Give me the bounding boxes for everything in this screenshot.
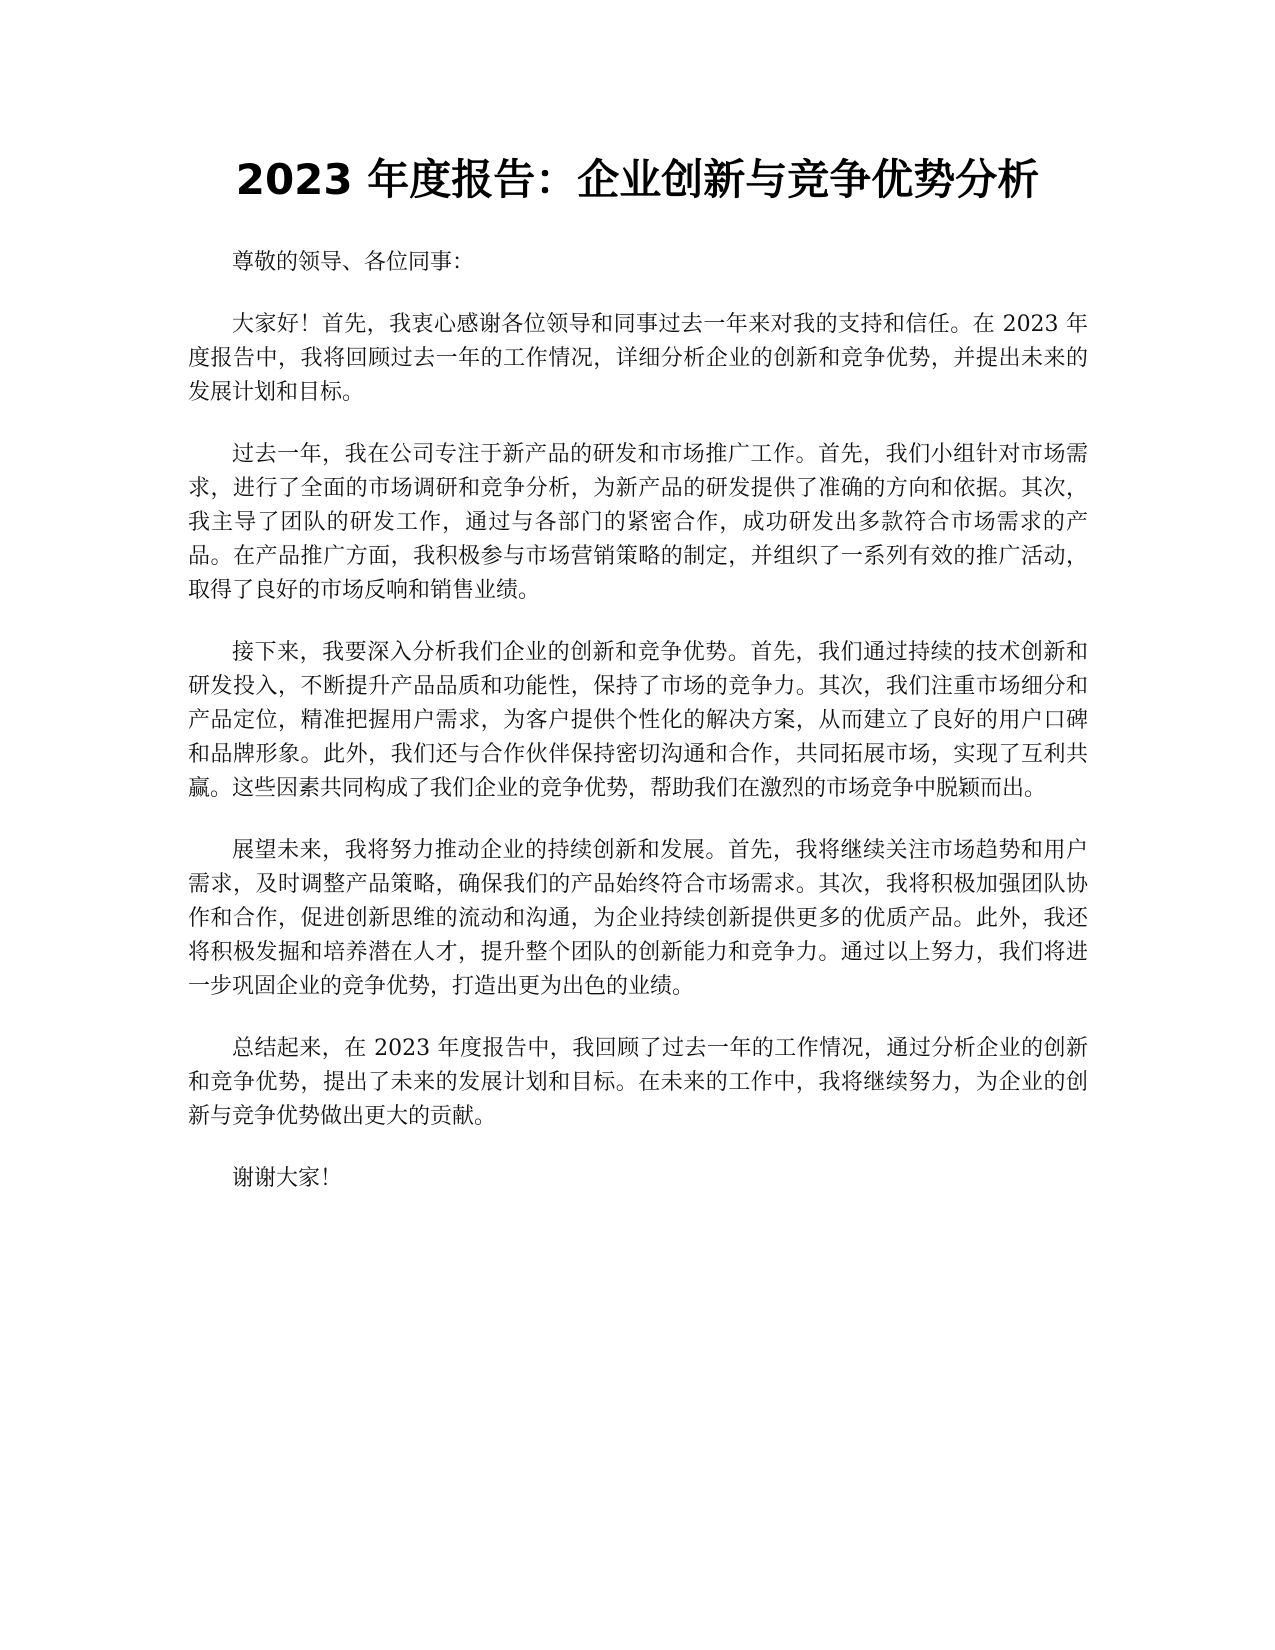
paragraph: 接下来，我要深入分析我们企业的创新和竞争优势。首先，我们通过持续的技术创新和研发投入，不断提升产品品质和功能性，保持了市场的竞争力。其次，我们注重市场细分和产品定位，精准把握用户需求，为客户提供个性化的解决方案，从而建立了良好的用户口碑和品牌形象。此外，我们还与合作伙伴保持密切沟通和合作，共同拓展市场，实现了互利共赢。这些因素共同构成了我们企业的竞争优势，帮助我们在激烈的市场竞争中脱颖而出。	[188, 640, 1088, 801]
greeting: 尊敬的领导、各位同事：	[232, 250, 475, 275]
paragraph: 总结起来，在 2023 年度报告中，我回顾了过去一年的工作情况，通过分析企业的创新和竞争优势，提出了未来的发展计划和目标。在未来的工作中，我将继续努力，为企业的创新与竞争优势做出更大的贡献。	[188, 1036, 1088, 1129]
paragraph: 大家好！首先，我衷心感谢各位领导和同事过去一年来对我的支持和信任。在 2023 年度报告中，我将回顾过去一年的工作情况，详细分析企业的创新和竞争优势，并提出未来的发展计划和目标。	[188, 312, 1088, 405]
paragraph: 过去一年，我在公司专注于新产品的研发和市场推广工作。首先，我们小组针对市场需求，进行了全面的市场调研和竞争分析，为新产品的研发提供了准确的方向和依据。其次，我主导了团队的研发工作，通过与各部门的紧密合作，成功研发出多款符合市场需求的产品。在产品推广方面，我积极参与市场营销策略的制定，并组织了一系列有效的推广活动，取得了良好的市场反响和销售业绩。	[188, 442, 1088, 603]
document-body	[188, 246, 1088, 1224]
document-title: 2023 年度报告：企业创新与竞争优势分析	[235, 155, 1040, 204]
paragraph: 展望未来，我将努力推动企业的持续创新和发展。首先，我将继续关注市场趋势和用户需求，及时调整产品策略，确保我们的产品始终符合市场需求。其次，我将积极加强团队协作和合作，促进创新思维的流动和沟通，为企业持续创新提供更多的优质产品。此外，我还将积极发掘和培养潜在人才，提升整个团队的创新能力和竞争力。通过以上努力，我们将进一步巩固企业的竞争优势，打造出更为出色的业绩。	[188, 838, 1088, 999]
closing: 谢谢大家！	[232, 1166, 343, 1191]
